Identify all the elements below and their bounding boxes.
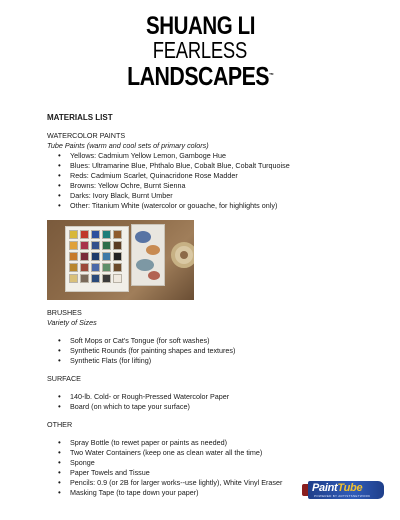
palette-mixing-lid	[131, 224, 165, 286]
document-title: MATERIALS LIST	[47, 113, 113, 122]
watercolor-items	[47, 151, 377, 211]
list-item: • Reds: Cadmium Scarlet, Quinacridone Rose Madder	[58, 171, 377, 181]
masking-tape-roll	[171, 242, 194, 268]
logo-tagline: POWERED BY ARTISTSNETWORK	[314, 494, 371, 498]
list-item: • 140-lb. Cold- or Rough-Pressed Watercolor Paper	[58, 392, 377, 402]
materials-list	[47, 113, 377, 498]
section-watercolor	[47, 131, 377, 211]
surface-items	[47, 392, 377, 412]
list-item: • Board (on which to tape your surface)	[58, 402, 377, 412]
section-surface	[47, 374, 377, 412]
section-subheading-watercolor: Tube Paints (warm and cool sets of primary colors)	[47, 141, 209, 150]
list-item: • Spray Bottle (to rewet paper or paints as needed)	[58, 438, 377, 448]
list-item: • Darks: Ivory Black, Burnt Umber	[58, 191, 377, 201]
list-item: • Two Water Containers (keep one as clean water all the time)	[58, 448, 377, 458]
course-title-header	[0, 14, 400, 90]
list-item: • Pencils: 0.9 (or 2B for larger works--use lightly), White Vinyl Eraser	[58, 478, 377, 488]
section-subheading-brushes: Variety of Sizes	[47, 318, 97, 327]
painttube-logo	[308, 478, 384, 502]
logo-wordmark: PaintTube	[312, 482, 363, 494]
list-item: • Blues: Ultramarine Blue, Phthalo Blue, Cobalt Blue, Cobalt Turquoise	[58, 161, 377, 171]
instructor-name: SHUANG LI	[145, 12, 255, 40]
list-item: • Browns: Yellow Ochre, Burnt Sienna	[58, 181, 377, 191]
list-item: • Yellows: Cadmium Yellow Lemon, Gamboge Hue	[58, 151, 377, 161]
list-item: • Masking Tape (to tape down your paper)	[58, 488, 377, 498]
course-title-line1: FEARLESS	[152, 37, 248, 63]
list-item: • Other: Titanium White (watercolor or gouache, for highlights only)	[58, 201, 377, 211]
section-heading-surface: SURFACE	[47, 374, 81, 383]
course-title-line2: LANDSCAPES™	[126, 61, 274, 91]
trademark-symbol: ™	[268, 73, 274, 79]
palette-tray	[65, 226, 129, 292]
section-heading-watercolor: WATERCOLOR PAINTS	[47, 131, 126, 140]
paint-palette-photo	[47, 220, 194, 300]
list-item: • Soft Mops or Cat's Tongue (for soft washes)	[58, 336, 377, 346]
list-item: • Paper Towels and Tissue	[58, 468, 377, 478]
list-item: • Sponge	[58, 458, 377, 468]
section-heading-other: OTHER	[47, 420, 73, 429]
section-heading-brushes: BRUSHES	[47, 308, 82, 317]
list-item: • Synthetic Flats (for lifting)	[58, 356, 377, 366]
list-item: • Synthetic Rounds (for painting shapes and textures)	[58, 346, 377, 356]
brushes-items	[47, 336, 377, 366]
section-brushes	[47, 308, 377, 366]
